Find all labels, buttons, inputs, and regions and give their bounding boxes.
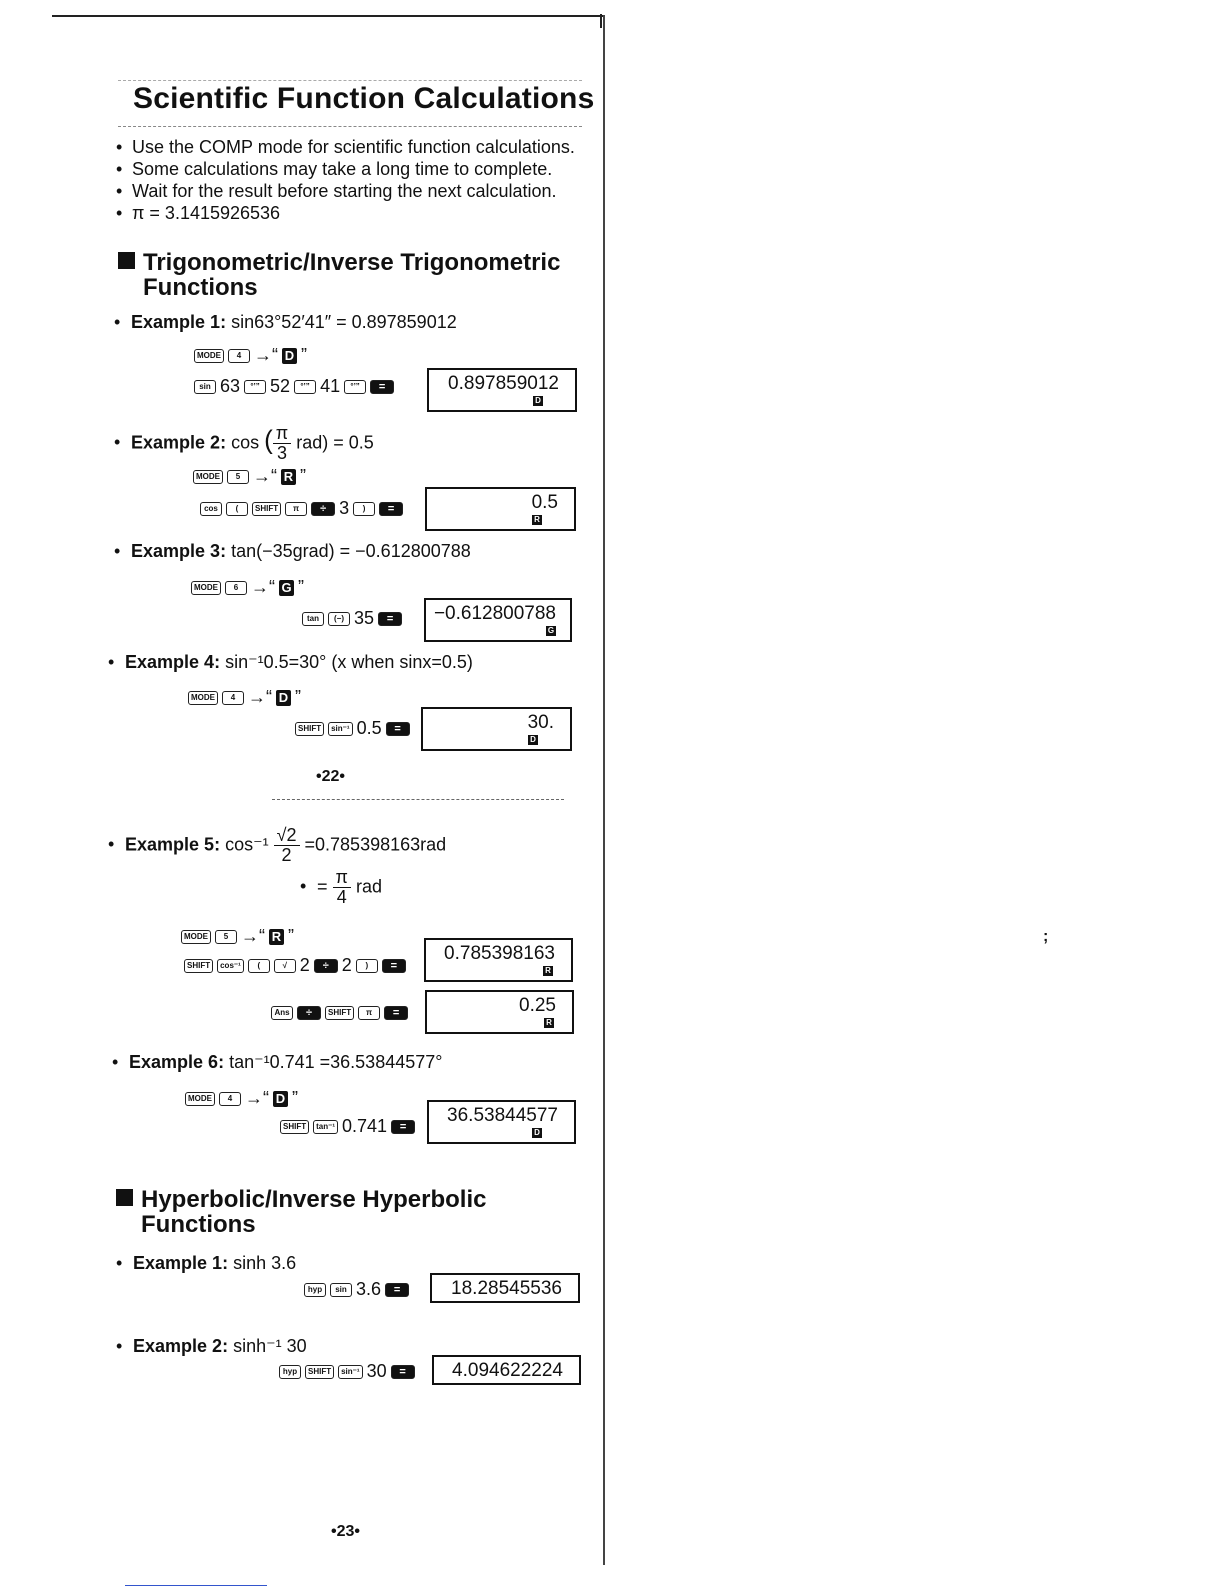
sqrt-key: √ [274,959,296,973]
display-ex4: 30. D [421,707,572,751]
divide-key-icon: ÷ [297,1006,321,1020]
shift-key: SHIFT [295,722,324,736]
tan-key: tan [302,612,324,626]
dms-key: °’” [344,380,366,394]
hyp-example-1: • Example 1: sinh 3.6 [116,1253,296,1274]
shift-key: SHIFT [325,1006,354,1020]
keys-ex6-mode: MODE 4 →“ D ” [185,1088,298,1109]
keys-ex1-mode: MODE 4 →“ D ” [194,345,307,366]
keys-ex1-seq: sin 63 °’” 52 °’” 41 °’” = [194,376,394,397]
keys-ex6-seq: SHIFT tan⁻¹ 0.741 = [280,1116,415,1137]
mode-key: MODE [185,1092,215,1106]
open-paren-key: ( [248,959,270,973]
page-number: •22• [316,768,345,785]
mode-key: MODE [181,930,211,944]
digit-key: 4 [228,349,250,363]
page-number: •23• [331,1523,360,1540]
cos-inverse-key: cos⁻¹ [217,959,244,973]
mode-key: MODE [191,581,221,595]
display-ex6: 36.53844577 D [427,1100,576,1144]
hyp-example-2: • Example 2: sinh⁻¹ 30 [116,1336,307,1357]
note-item: • Wait for the result before starting the next calculation. [116,180,575,202]
ans-key: Ans [271,1006,293,1020]
shift-key: SHIFT [184,959,213,973]
shift-key: SHIFT [252,502,281,516]
keys-ex3-seq: tan (−) 35 = [302,608,402,629]
digit-key: 4 [222,691,244,705]
digit-key: 6 [225,581,247,595]
close-paren-key: ) [353,502,375,516]
keys-ex2-mode: MODE 5 →“ R ” [193,466,306,487]
keys-ex2-seq: cos ( SHIFT π ÷ 3 ) = [200,498,403,519]
sin-key: sin [330,1283,352,1297]
keys-hyp2-seq: hyp SHIFT sin⁻¹ 30 = [279,1361,415,1382]
display-hyp2: 4.094622224 [432,1355,581,1385]
page-title: Scientific Function Calculations [133,82,595,115]
display-ex3: −0.612800788 G [424,598,572,642]
sin-key: sin [194,380,216,394]
equals-key-icon: = [379,502,403,516]
trig-example-4: • Example 4: sin⁻¹0.5=30° (x when sinx=0.5) [108,652,473,673]
top-rule-tick [600,14,602,28]
close-paren-key: ) [356,959,378,973]
keys-ex4-mode: MODE 4 →“ D ” [188,687,301,708]
keys-ex3-mode: MODE 6 →“ G ” [191,577,304,598]
keys-ex5-mode: MODE 5 →“ R ” [181,926,294,947]
section-square-icon [118,252,135,269]
section-heading-trig: Trigonometric/Inverse Trigonometric Functions [118,250,560,300]
keys-ex5-seq1: SHIFT cos⁻¹ ( √ 2 ÷ 2 ) = [184,955,406,976]
digit-key: 5 [215,930,237,944]
page-edge-rule [603,15,605,1565]
open-paren-key: ( [226,502,248,516]
sin-inverse-key: sin⁻¹ [328,722,352,736]
cos-key: cos [200,502,222,516]
digit-key: 5 [227,470,249,484]
note-item: • π = 3.1415926536 [116,202,575,224]
trig-example-1: • Example 1: sin63°52′41″ = 0.897859012 [114,312,457,333]
trig-example-3: • Example 3: tan(−35grad) = −0.612800788 [114,541,471,562]
section-heading-hyperbolic: Hyperbolic/Inverse Hyperbolic Functions [116,1187,486,1237]
mode-key: MODE [193,470,223,484]
trig-example-2: • Example 2: cos ( $\frac{\pi}{3}$ rad) = 0.5 [114,424,374,463]
keys-ex5-seq2 [271,1006,408,1020]
title-bottom-rule [118,126,582,128]
display-ex1: 0.897859012 D [427,368,577,412]
display-hyp1: 18.28545536 [430,1273,580,1303]
pi-key: π [285,502,307,516]
tan-inverse-key: tan⁻¹ [313,1120,338,1134]
keys-ex4-seq: SHIFT sin⁻¹ 0.5 = [295,718,410,739]
mode-indicator-icon: D [273,1091,288,1107]
mode-key: MODE [194,349,224,363]
top-rule [52,15,604,17]
mode-indicator-icon: D [282,348,297,364]
sin-inverse-key: sin⁻¹ [338,1365,362,1379]
display-ex5-1: 0.785398163 R [424,938,573,982]
keys-hyp1-seq: hyp sin 3.6 = [304,1279,409,1300]
dms-key: °’” [294,380,316,394]
trig-example-5-line2: • = $\frac{\pi}{4}$ rad [300,868,382,907]
display-ex2: 0.5 R [425,487,576,531]
equals-key-icon: = [382,959,406,973]
dms-key: °’” [244,380,266,394]
mode-key: MODE [188,691,218,705]
note-item: • Use the COMP mode for scientific function calculations. [116,136,575,158]
hyp-key: hyp [279,1365,301,1379]
trig-example-5: • Example 5: cos⁻¹ $\frac{√2}{2}$ =0.785398163rad [108,826,446,865]
notes-list [116,136,575,224]
equals-key-icon: = [384,1006,408,1020]
equals-key-icon: = [370,380,394,394]
mode-indicator-icon: G [279,580,294,596]
divide-key-icon: ÷ [311,502,335,516]
digit-key: 4 [219,1092,241,1106]
equals-key-icon: = [385,1283,409,1297]
equals-key-icon: = [391,1365,415,1379]
trig-example-6: • Example 6: tan⁻¹0.741 =36.53844577° [112,1052,442,1073]
mode-indicator-icon: R [281,469,296,485]
mode-indicator-icon: D [276,690,291,706]
shift-key: SHIFT [305,1365,334,1379]
scan-speck: ; [1043,928,1049,945]
equals-key-icon: = [386,722,410,736]
mode-indicator-icon: R [269,929,284,945]
page-divider [272,799,564,801]
negative-key: (−) [328,612,350,626]
display-ex5-2: 0.25 R [425,990,574,1034]
pi-key: π [358,1006,380,1020]
section-square-icon [116,1189,133,1206]
equals-key-icon: = [391,1120,415,1134]
divide-key-icon: ÷ [314,959,338,973]
equals-key-icon: = [378,612,402,626]
note-item: • Some calculations may take a long time to complete. [116,158,575,180]
hyp-key: hyp [304,1283,326,1297]
shift-key: SHIFT [280,1120,309,1134]
